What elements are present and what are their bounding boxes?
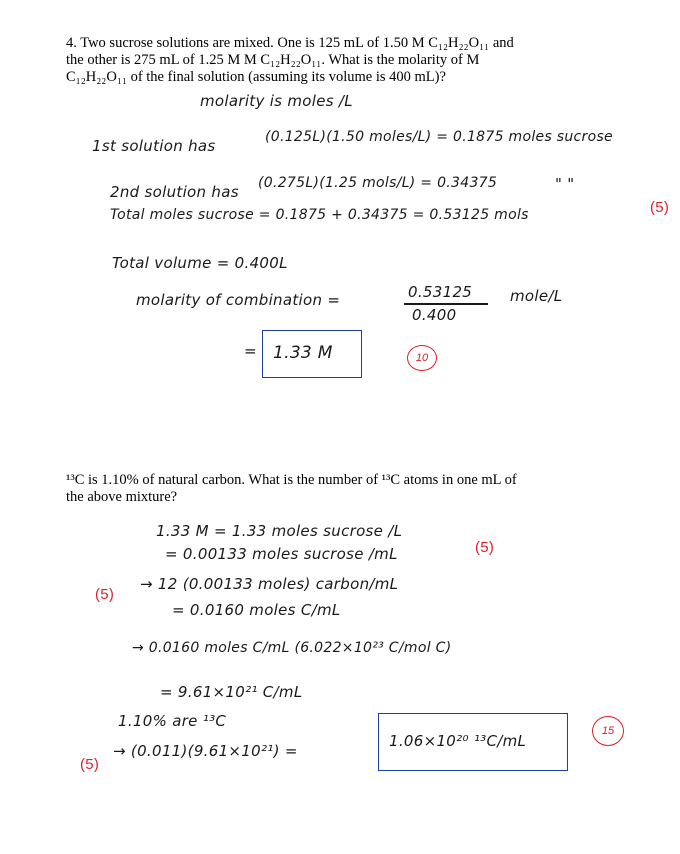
total-volume-line: Total volume = 0.400L	[112, 254, 288, 272]
total-moles-score: (5)	[650, 199, 670, 216]
problem-4-line-1: 4. Two sucrose solutions are mixed. One is 125 mL of 1.50 M C₁₂H₂₂O₁₁ and	[66, 35, 514, 51]
molarity-numerator: 0.53125	[408, 283, 473, 301]
step-5-avogadro: → 0.0160 moles C/mL (6.022×10²³ C/mol C)	[132, 640, 452, 656]
left-score: (5)	[95, 586, 115, 603]
score-15-value: 15	[601, 725, 615, 737]
molarity-combination-label: molarity of combination =	[136, 291, 341, 309]
step-3-carbon: → 12 (0.00133 moles) carbon/mL	[140, 575, 399, 593]
total-moles-line: Total moles sucrose = 0.1875 + 0.34375 = 0.53125 mols	[110, 207, 529, 223]
c13-answer: 1.06×10²⁰ ¹³C/mL	[389, 732, 527, 750]
bottom-left-score: (5)	[80, 756, 100, 773]
problem-4-line-3: C₁₂H₂₂O₁₁ of the final solution (assuming its volume is 400 mL)?	[66, 69, 446, 85]
problem-13c-line-2: the above mixture?	[66, 489, 178, 505]
score-circle-15	[592, 716, 624, 746]
step-7-abundance: 1.10% are ¹³C	[118, 712, 227, 730]
answer-box-1	[262, 330, 362, 378]
solution-2-calculation: (0.275L)(1.25 mols/L) = 0.34375	[258, 175, 498, 191]
solution-1-label: 1st solution has	[92, 137, 216, 155]
answer-box-2	[378, 713, 568, 771]
solution-1-calculation: (0.125L)(1.50 moles/L) = 0.1875 moles sucrose	[265, 129, 613, 145]
problem-4-text	[66, 35, 626, 86]
step-2-per-ml: = 0.00133 moles sucrose /mL	[165, 545, 398, 563]
score-circle-10	[407, 345, 437, 371]
score-10-value: 10	[415, 352, 429, 364]
step-8-calculation: → (0.011)(9.61×10²¹) =	[113, 742, 298, 760]
step-4-moles-c: = 0.0160 moles C/mL	[172, 601, 341, 619]
molarity-unit: mole/L	[510, 287, 563, 305]
problem-4-line-2: the other is 275 mL of 1.25 M M C₁₂H₂₂O₁₁. What is the molarity of M	[66, 52, 480, 68]
step-6-atoms: = 9.61×10²¹ C/mL	[160, 683, 303, 701]
ditto-marks: " "	[555, 175, 575, 193]
step-2-score: (5)	[475, 539, 495, 556]
fraction-bar	[404, 303, 488, 305]
molarity-denominator: 0.400	[412, 306, 457, 324]
answer-equals-sign: =	[244, 342, 257, 360]
problem-13c-text	[66, 472, 626, 506]
molarity-definition: molarity is moles /L	[200, 92, 353, 110]
step-1-molarity: 1.33 M = 1.33 moles sucrose /L	[156, 522, 403, 540]
problem-13c-line-1: ¹³C is 1.10% of natural carbon. What is the number of ¹³C atoms in one mL of	[66, 472, 517, 488]
molarity-answer: 1.33 M	[273, 343, 333, 363]
solution-2-label: 2nd solution has	[110, 183, 239, 201]
